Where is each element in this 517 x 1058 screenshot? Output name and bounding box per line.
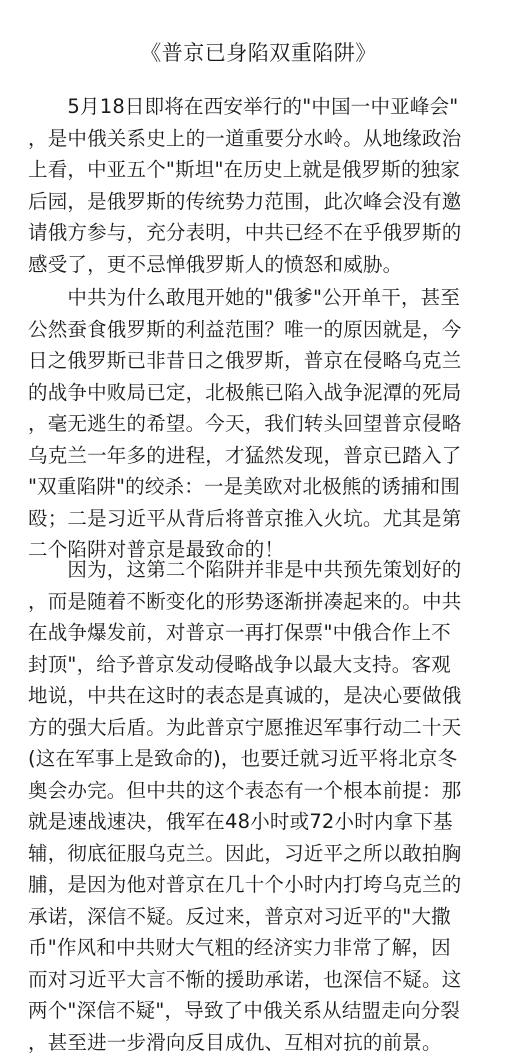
text-line: ，是中俄关系史上的一道重要分水岭。从地缘政治: [28, 123, 492, 155]
text-line: 而对习近平大言不惭的援助承诺，也深信不疑。这: [28, 964, 492, 996]
paragraph-3: [28, 554, 492, 1058]
text-line: 就是速战速决，俄军在48小时或72小时内拿下基: [28, 806, 492, 838]
text-line: (这在军事上是致命的)，也要迁就习近平将北京冬: [28, 743, 492, 775]
text-line: 币"作风和中共财大气粗的经济实力非常了解，因: [28, 932, 492, 964]
text-line: 上看，中亚五个"斯坦"在历史上就是俄罗斯的独家: [28, 154, 492, 186]
text-line: 两个"深信不疑"，导致了中俄关系从结盟走向分裂: [28, 995, 492, 1027]
text-line: 殴；二是习近平从背后将普京推入火坑。尤其是第: [28, 503, 492, 535]
text-line: 封顶"，给予普京发动侵略战争以最大支持。客观: [28, 649, 492, 681]
text-line: 地说，中共在这时的表态是真诚的，是决心要做俄: [28, 680, 492, 712]
text-line: 承诺，深信不疑。反过来，普京对习近平的"大撒: [28, 901, 492, 933]
text-line: 公然蚕食俄罗斯的利益范围？唯一的原因就是，今: [28, 314, 492, 346]
text-line: 辅，彻底征服乌克兰。因此，习近平之所以敢拍胸: [28, 838, 492, 870]
text-line: ，毫无逃生的希望。今天，我们转头回望普京侵略: [28, 408, 492, 440]
text-line: 因为，这第二个陷阱并非是中共预先策划好的: [28, 554, 492, 586]
text-line: ，甚至进一步滑向反目成仇、互相对抗的前景。: [28, 1027, 492, 1058]
text-line: 请俄方参与，充分表明，中共已经不在乎俄罗斯的: [28, 217, 492, 249]
paragraph-1: [28, 91, 492, 280]
text-line: 日之俄罗斯已非昔日之俄罗斯，普京在侵略乌克兰: [28, 345, 492, 377]
text-line: ，而是随着不断变化的形势逐渐拼凑起来的。中共: [28, 586, 492, 618]
text-line: 脯，是因为他对普京在几十个小时内打垮乌克兰的: [28, 869, 492, 901]
text-line: 二个陷阱对普京是最致命的！: [28, 534, 492, 566]
document-title: 《普京已身陷双重陷阱》: [0, 38, 517, 68]
text-line: "双重陷阱"的绞杀：一是美欧对北极熊的诱捕和围: [28, 471, 492, 503]
text-line: 中共为什么敢甩开她的"俄爹"公开单干，甚至: [28, 282, 492, 314]
text-line: 5月18日即将在西安举行的"中国一中亚峰会": [28, 91, 492, 123]
text-line: 方的强大后盾。为此普京宁愿推迟军事行动二十天: [28, 712, 492, 744]
text-line: 的战争中败局已定，北极熊已陷入战争泥潭的死局: [28, 377, 492, 409]
text-line: 感受了，更不忌惮俄罗斯人的愤怒和威胁。: [28, 249, 492, 281]
text-line: 乌克兰一年多的进程，才猛然发现，普京已踏入了: [28, 440, 492, 472]
text-line: 奥会办完。但中共的这个表态有一个根本前提：那: [28, 775, 492, 807]
paragraph-2: [28, 282, 492, 566]
text-line: 在战争爆发前，对普京一再打保票"中俄合作上不: [28, 617, 492, 649]
text-line: 后园，是俄罗斯的传统势力范围，此次峰会没有邀: [28, 186, 492, 218]
